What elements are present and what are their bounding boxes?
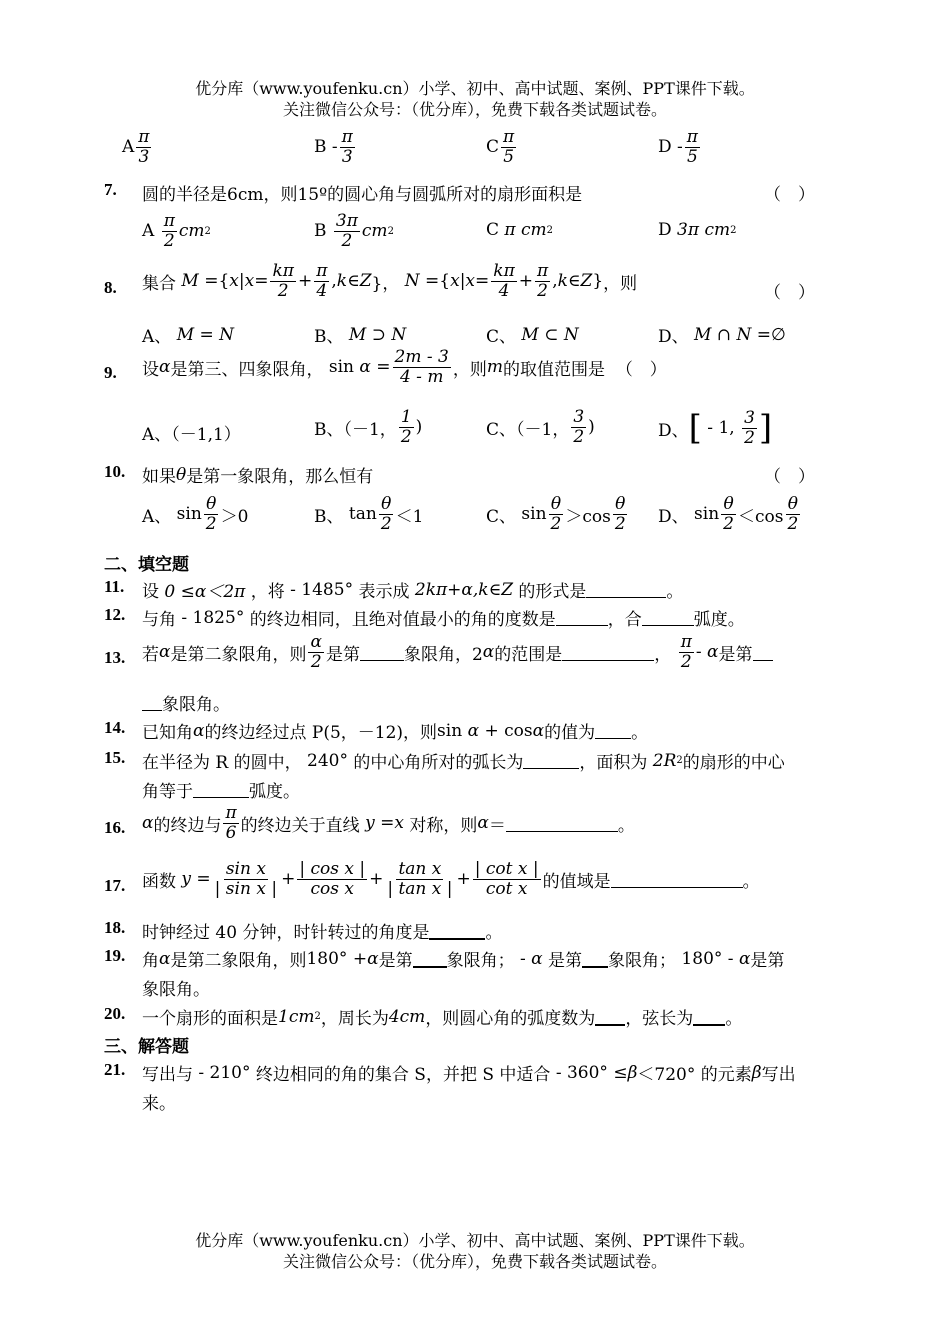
q13-text-cont: 象限角。 xyxy=(142,690,230,715)
page-header xyxy=(0,78,950,120)
q14-number: 14. xyxy=(104,718,126,737)
q11-text: 设 0 ≤α＜2π ，将 - 1485° 表示成 2kπ+α,k∈Z 的形式是 。 xyxy=(142,579,684,602)
q8-option-c: C、 M ⊂ N xyxy=(486,324,579,347)
q9-option-d: D、 [ - 1, $\frac{3}{2}$ ] xyxy=(658,407,773,448)
footer-line-2: 关注微信公众号：（优分库），免费下载各类试题试卷。 xyxy=(282,1252,667,1271)
section-answer-title: 三、解答题 xyxy=(104,1037,189,1057)
q16-text: α 的终边与 $\frac{\pi}{6}$ 的终边关于直线 y = x 对称，则 α ＝ 。 xyxy=(142,803,635,843)
q7-text: 圆的半径是6cm，则15º的圆心角与圆弧所对的扇形面积是 xyxy=(142,185,583,205)
q11-number: 11. xyxy=(104,577,125,596)
q8-option-a: A、 M = N xyxy=(142,324,235,347)
q9-option-c: C、（－1， $\frac{3}{2}$ ) xyxy=(486,407,595,447)
q8-option-b: B、 M ⊃ N xyxy=(314,324,407,347)
q19-number: 19. xyxy=(104,946,126,965)
q15-text: 在半径为 R 的圆中， 240° 的中心角所对的弧长为 ，面积为 2R 2 的扇形的中心 xyxy=(142,750,785,773)
q6-option-d: D - $\frac{\pi}{5}$ xyxy=(658,127,698,167)
q7-option-c: C π cm 2 xyxy=(486,220,554,240)
q8-paren: （ ） xyxy=(764,283,815,303)
q10-option-c: C、 sin $\frac{\theta}{2}$ ＞cos $\frac{\theta}{2}$ xyxy=(486,494,626,534)
q21-number: 21. xyxy=(104,1060,126,1079)
q17-text: 函数 y = $\frac{\text{sin x}}{\text{| sin x |}}$ + $\frac{\text{| cos x |}}{\text{cos x}}$ + $\frac{\text{tan x}}{\text{| tan x |}}$ + $\frac{\text{| cot x |}}{\text{cot x}}$ 的值域是 。 xyxy=(142,859,760,899)
header-line-2: 关注微信公众号：（优分库），免费下载各类试题试卷。 xyxy=(282,100,667,119)
q9-number: 9. xyxy=(104,363,117,382)
q7-number: 7. xyxy=(104,180,117,199)
q12-number: 12. xyxy=(104,605,126,624)
q10-option-a: A、 sin $\frac{\theta}{2}$ ＞0 xyxy=(142,494,249,534)
q10-text: 如果 θ 是第一象限角，那么恒有 xyxy=(142,464,374,487)
q21-text-cont: 来。 xyxy=(142,1094,176,1114)
q19-text-cont: 象限角。 xyxy=(142,980,210,1000)
q9-option-b: B、（－1， $\frac{1}{2}$ ) xyxy=(314,407,423,447)
q13-number: 13. xyxy=(104,648,126,667)
section-fill-in-title: 二、填空题 xyxy=(104,555,189,575)
q12-text: 与角 - 1825° 的终边相同，且绝对值最小的角的度数是 ，合 弧度。 xyxy=(142,607,745,630)
q20-text: 一个扇形的面积是 1cm 2 ，周长为 4cm ，则圆心角的弧度数为 ，弦长为 。 xyxy=(142,1006,743,1029)
q9-option-a: A、（－1,1） xyxy=(142,425,241,445)
q10-option-d: D、 sin $\frac{\theta}{2}$ ＜cos $\frac{\theta}{2}$ xyxy=(658,494,799,534)
q7-option-a: A $\frac{\pi}{2}$ cm 2 xyxy=(142,211,211,251)
q17-number: 17. xyxy=(104,876,126,895)
q8-option-d: D、 M ∩ N =∅ xyxy=(658,324,786,347)
q19-text: 角 α 是第二象限角，则 180° + α 是第 象限角； - α 是第 象限角； 180° - α 是第 xyxy=(142,948,785,971)
footer-line-1: 优分库（www.youfenku.cn）小学、初中、高中试题、案例、PPT课件下载。 xyxy=(195,1231,755,1250)
q7-option-d: D 3π cm 2 xyxy=(658,220,737,240)
q15-text-cont: 角等于 弧度。 xyxy=(142,782,300,802)
q10-number: 10. xyxy=(104,462,126,481)
q18-text: 时钟经过 40 分钟，时针转过的角度是 。 xyxy=(142,923,503,943)
page-footer xyxy=(0,1230,950,1272)
q18-number: 18. xyxy=(104,918,126,937)
q10-option-b: B、 tan $\frac{\theta}{2}$ ＜1 xyxy=(314,494,424,534)
q20-number: 20. xyxy=(104,1004,126,1023)
q10-paren: （ ） xyxy=(764,467,815,487)
q16-number: 16. xyxy=(104,818,126,837)
q21-text: 写出与 - 210° 终边相同的角的集合 S，并把 S 中适合 - 360° ≤ β ＜720° 的元素 β 写出 xyxy=(142,1062,796,1085)
header-line-1: 优分库（www.youfenku.cn）小学、初中、高中试题、案例、PPT课件下载。 xyxy=(195,79,755,98)
q8-text: 集合 M ={ x | x = $\frac{k\pi}{2}$ + $\frac{\pi}{4}$ , k ∈ Z }， N ={ x | x = $\frac{k\pi}{4}$ + $\frac{\pi}{2}$ , k ∈ Z } ，则 xyxy=(142,261,638,301)
q7-paren: （ ） xyxy=(764,185,815,205)
q8-number: 8. xyxy=(104,278,117,297)
q6-option-a: A $\frac{\pi}{3}$ xyxy=(122,127,150,167)
q6-option-c: C $\frac{\pi}{5}$ xyxy=(486,127,515,167)
q13-text: 若 α 是第二象限角，则 $\frac{\alpha}{2}$ 是第 象限角，2 α 的范围是 ， $\frac{\pi}{2}$ - α 是第 xyxy=(142,633,773,671)
q6-option-b: B - $\frac{\pi}{3}$ xyxy=(314,127,353,167)
q15-number: 15. xyxy=(104,748,126,767)
q7-option-b: B $\frac{3\pi}{2}$ cm 2 xyxy=(314,211,394,251)
q14-text: 已知角 α 的终边经过点 P(5，－12)，则 sin α + cos α 的值为 。 xyxy=(142,720,649,743)
q9-text: 设 α 是第三、四象限角， sin α = $\frac{2m - 3}{4 - m}$ ，则 m 的取值范围是 （ ） xyxy=(142,347,667,387)
